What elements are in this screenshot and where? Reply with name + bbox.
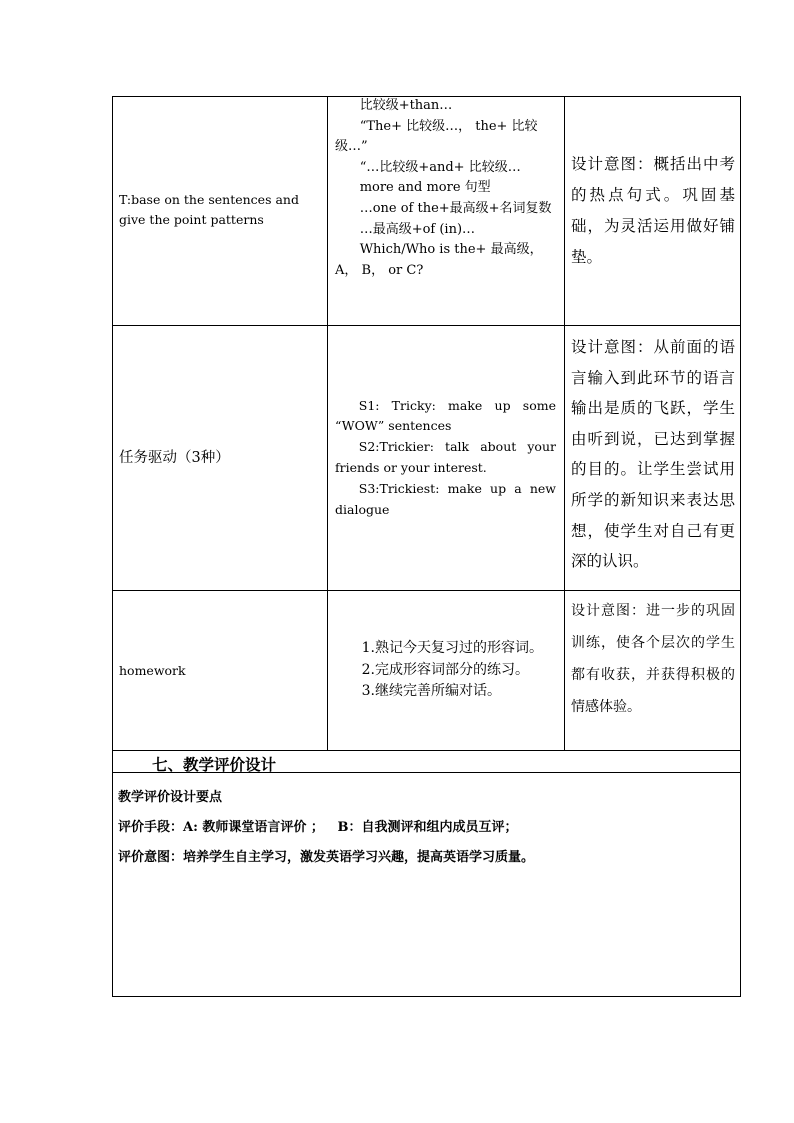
table-row-1-activity (112, 97, 327, 325)
evaluation-block (118, 783, 733, 873)
lesson-plan-table (112, 96, 741, 997)
content-line: Which/Who is the+ 最高级， A， B， or C? (335, 242, 543, 278)
content-line: …最高级+of (in)… (359, 221, 476, 237)
table-row-1-intent (565, 97, 741, 325)
table-row-2-content (328, 326, 564, 590)
content-line: S1: Tricky: make up some “WOW” sentences (335, 397, 556, 434)
activity-text: T:base on the sentences and give the point patterns (119, 192, 299, 227)
activity-text: 任务驱动（3种） (119, 450, 230, 466)
content-line: 比较级+than… (359, 98, 453, 113)
content-line: “…比较级+and+ 比较级… (359, 159, 521, 175)
row-divider-3 (112, 750, 741, 751)
content-line: S2:Trickier: talk about your friends or your interest. (335, 439, 556, 475)
table-row-3-content (328, 591, 564, 750)
section-title: 七、教学评价设计 (152, 755, 277, 774)
content-line: 2.完成形容词部分的练习。 (361, 661, 529, 678)
intent-text: 设计意图：从前面的语言输入到此环节的语言输出是质的飞跃，学生由听到说，已达到掌握的目的。让学生尝试用所学的新知识来表达思想，使学生对自己有更深的认识。 (571, 338, 735, 571)
intent-text: 设计意图：进一步的巩固训练，使各个层次的学生都有收获，并获得积极的情感体验。 (571, 603, 735, 715)
content-line: …one of the+最高级+名词复数 (359, 200, 552, 216)
content-line: “The+ 比较级…， the+ 比较级…” (335, 118, 538, 155)
table-border-bottom (112, 996, 741, 997)
table-row-1-content (328, 96, 564, 325)
content-line: 3.继续完善所编对话。 (361, 683, 501, 700)
content-line: 1.熟记今天复习过的形容词。 (361, 640, 543, 657)
evaluation-purpose: 评价意图：培养学生自主学习，激发英语学习兴趣，提高英语学习质量。 (118, 850, 535, 865)
table-row-2-activity (112, 326, 327, 590)
intent-text: 设计意图：概括出中考的热点句式。巩固基础，为灵活运用做好铺垫。 (571, 155, 735, 266)
evaluation-heading: 教学评价设计要点 (118, 790, 223, 805)
content-line: S3:Trickiest: make up a new dialogue (335, 480, 556, 517)
content-line: more and more 句型 (359, 180, 491, 196)
activity-text: homework (119, 662, 186, 678)
table-row-3-intent (565, 595, 741, 750)
evaluation-means: 评价手段：A: 教师课堂语言评价 ； B：自我测评和组内成员互评； (118, 820, 518, 835)
table-row-2-intent (565, 332, 741, 590)
table-row-3-activity (112, 591, 327, 750)
